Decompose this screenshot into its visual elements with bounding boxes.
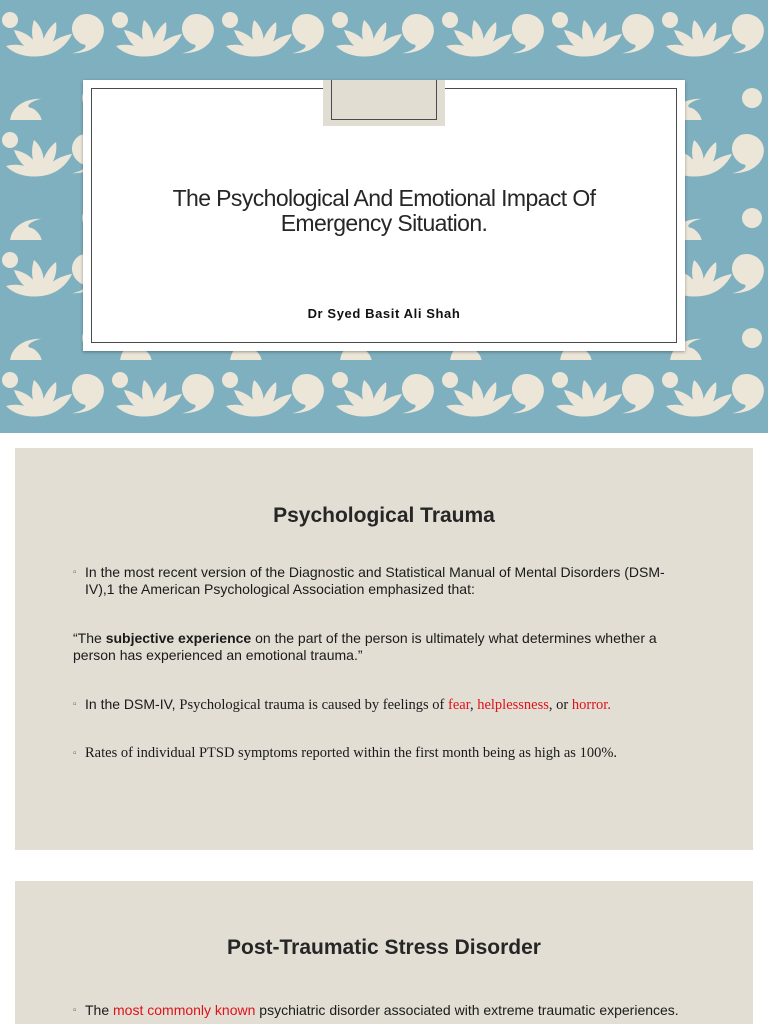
highlight-fear: fear (448, 697, 470, 713)
bullet-marker-icon: ▫ (73, 567, 77, 578)
quote-open: “The (73, 630, 106, 646)
deck-title-line-1: The Psychological And Emotional Impact Of (172, 185, 596, 211)
title-slide (0, 0, 768, 433)
bullet-text (73, 1002, 695, 1019)
bullet-marker-icon: ▫ (73, 748, 77, 759)
deck-title-line-2: Emergency Situation. (280, 210, 488, 236)
deck-author: Dr Syed Basit Ali Shah (307, 306, 461, 321)
bullet-item (73, 696, 695, 714)
title-card (83, 80, 685, 351)
bullet-serif-text: Psychological trauma is caused by feelings of (179, 697, 449, 713)
separator: , or (548, 697, 572, 713)
bullet-lead: In the DSM-IV, (85, 696, 180, 712)
slide-title: Psychological Trauma (273, 504, 495, 527)
quote-rest: on the part of the person is ultimately what determines whether a (251, 630, 657, 646)
bullet-item (73, 1002, 695, 1019)
title-tab-inner (331, 80, 437, 120)
bullet-item (73, 564, 695, 598)
bullet-text (73, 564, 695, 598)
bullet-text: Rates of individual PTSD symptoms reported within the first month being as high as 100%. (85, 745, 618, 761)
deck-title (123, 186, 645, 236)
separator: , (469, 697, 478, 713)
bullet-rest: psychiatric disorder associated with extreme traumatic experiences. (255, 1002, 679, 1018)
bullet-marker-icon: ▫ (73, 699, 77, 710)
bullet-text (73, 696, 695, 714)
highlight-most-commonly-known: most commonly known (113, 1002, 256, 1018)
quote-line-2: person has experienced an emotional trauma.” (73, 647, 363, 663)
slide-ptsd (15, 881, 753, 1024)
bullet-item (73, 745, 695, 762)
slide-psychological-trauma (15, 448, 753, 850)
slide-title: Post-Traumatic Stress Disorder (227, 936, 541, 959)
quote-emphasis: subjective experience (105, 630, 252, 646)
bullet-end: . (607, 697, 611, 713)
bullet-marker-icon: ▫ (73, 1005, 77, 1016)
bullet-text-line-1: In the most recent version of the Diagnostic and Statistical Manual of Mental Disorders (DSM- (85, 564, 665, 580)
highlight-helplessness: helplessness (477, 697, 549, 713)
highlight-horror: horror (571, 697, 608, 713)
quote-block (73, 630, 695, 664)
bullet-text-line-2: IV),1 the American Psychological Association emphasized that: (85, 581, 475, 597)
bullet-lead: The (85, 1002, 114, 1018)
